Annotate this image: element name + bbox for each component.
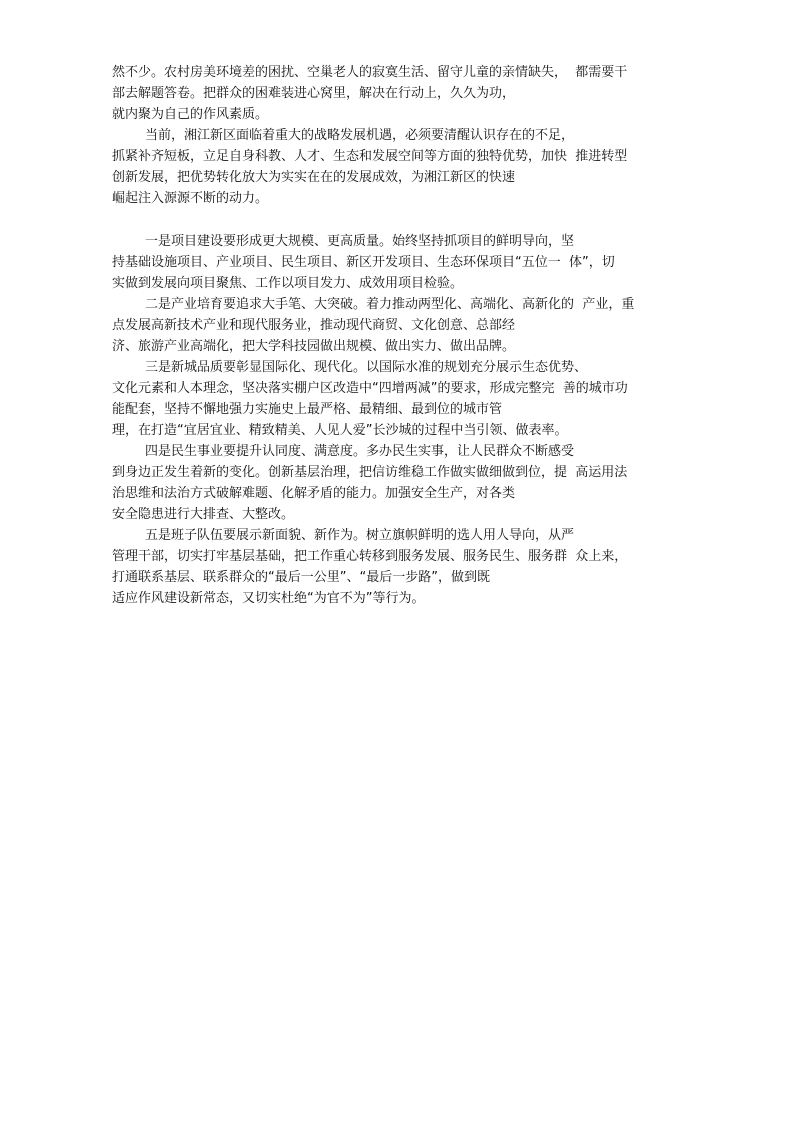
text-line: 理，在打造“宜居宜业、精致精美、人见人爱”长沙城的过程中当引领、做表率。 <box>112 423 568 438</box>
text-line: 打通联系基层、联系群众的“最后一公里”、“最后一步路”，做到既 <box>112 570 490 585</box>
text-line: 点发展高新技术产业和现代服务业，推动现代商贸、文化创意、总部经 <box>112 318 516 333</box>
text-line: 创新发展，把优势转化放大为实实在在的发展成效，为湘江新区的快速 <box>112 170 516 185</box>
text-line: 治思维和法治方式破解难题、化解矛盾的能力。加强安全生产，对各类 <box>112 486 516 501</box>
text-line: 三是新城品质要彰显国际化、现代化。以国际水准的规划充分展示生态优势、 <box>112 360 588 375</box>
text-line: 适应作风建设新常态，又切实杜绝“为官不为”等行为。 <box>112 591 425 606</box>
text-line: 部去解题答卷。把群众的困难装进心窝里，解决在行动上，久久为功， <box>112 86 516 101</box>
text-line: 到身边正发生着新的变化。创新基层治理，把信访维稳工作做实做细做到位，提 高运用法 <box>112 465 628 480</box>
paragraph-gap <box>112 209 682 231</box>
text-line: 五是班子队伍要展示新面貌、新作为。树立旗帜鲜明的选人用人导向，从严 <box>112 528 575 543</box>
text-line: 崛起注入源源不断的动力。 <box>112 191 269 206</box>
text-line: 实做到发展向项目聚焦、工作以项目发力、成效用项目检验。 <box>112 276 464 291</box>
text-line: 文化元素和人本理念，坚决落实棚户区改造中“四增两减”的要求，形成完整完 善的城市功 <box>112 381 628 396</box>
text-line: 管理干部，切实打牢基层基础，把工作重心转移到服务发展、服务民生、服务群 众上来， <box>112 549 628 564</box>
text-line: 济、旅游产业高端化，把大学科技园做出规模、做出实力、做出品牌。 <box>112 339 516 354</box>
text-line: 然不少。农村房美环境差的困扰、空巢老人的寂寞生活、留守儿童的亲情缺失， 都需要干 <box>112 65 628 80</box>
text-line: 当前，湘江新区面临着重大的战略发展机遇，必须要清醒认识存在的不足， <box>112 128 575 143</box>
text-line: 二是产业培育要追求大手笔、大突破。着力推动两型化、高端化、高新化的 产业，重 <box>112 297 635 312</box>
text-line: 一是项目建设要形成更大规模、更高质量。始终坚持抓项目的鲜明导向，坚 <box>112 234 575 249</box>
text-line: 持基础设施项目、产业项目、民生项目、新区开发项目、生态环保项目“五位一 体”，切 <box>112 255 615 270</box>
document-body <box>112 62 682 609</box>
text-line: 就内聚为自己的作风素质。 <box>112 107 269 122</box>
text-line: 四是民生事业要提升认同度、满意度。多办民生实事，让人民群众不断感受 <box>112 444 575 459</box>
text-line: 安全隐患进行大排查、大整改。 <box>112 507 295 522</box>
text-line: 抓紧补齐短板，立足自身科教、人才、生态和发展空间等方面的独特优势，加快 推进转型 <box>112 149 628 164</box>
text-line: 能配套，坚持不懈地强力实施史上最严格、最精细、最到位的城市管 <box>112 402 503 417</box>
